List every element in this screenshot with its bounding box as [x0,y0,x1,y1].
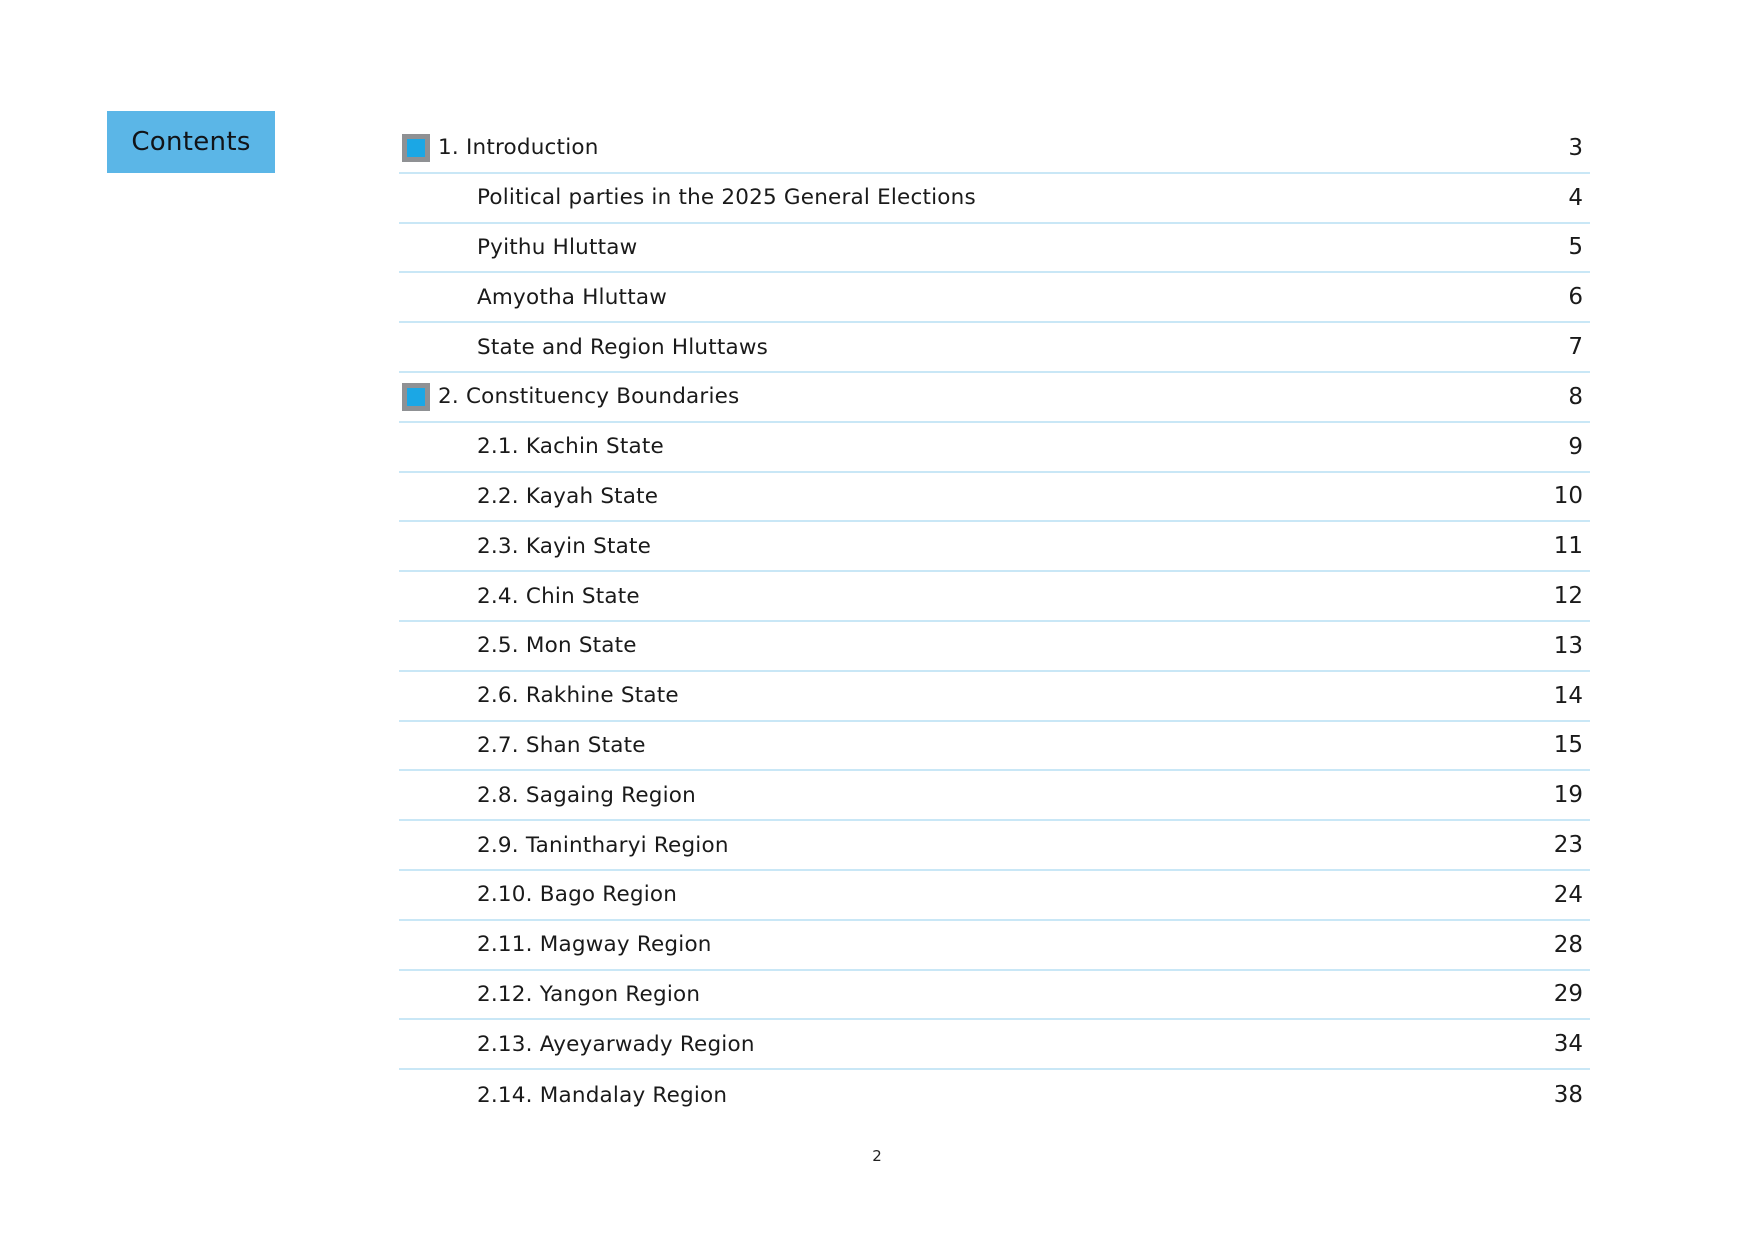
toc-entry-page-number: 28 [1553,931,1583,958]
toc-entry-page-number: 15 [1553,732,1583,759]
toc-entry-page-number: 14 [1553,682,1583,709]
toc-row[interactable] [399,821,1590,871]
toc-entry-page-number: 3 [1568,134,1583,161]
toc-entry-page-number: 11 [1553,533,1583,560]
section-bullet-icon [402,134,430,162]
toc-entry-page-number: 4 [1568,184,1583,211]
toc-row[interactable] [399,871,1590,921]
toc-entry-label: 2.12. Yangon Region [477,981,701,1007]
toc-row[interactable] [399,323,1590,373]
toc-row[interactable] [399,273,1590,323]
toc-entry-label: 2.3. Kayin State [477,533,652,559]
toc-entry-label: 2.11. Magway Region [477,932,712,958]
toc-entry-page-number: 38 [1553,1082,1583,1109]
toc-row[interactable] [399,124,1590,174]
toc-entry-page-number: 10 [1553,483,1583,510]
toc-entry-page-number: 9 [1568,433,1583,460]
section-bullet-icon [402,383,430,411]
toc-row[interactable] [399,1070,1590,1120]
toc-entry-label: 2.6. Rakhine State [477,683,679,709]
toc-row[interactable] [399,572,1590,622]
toc-entry-page-number: 7 [1568,334,1583,361]
toc-entry-label: State and Region Hluttaws [477,334,769,360]
toc-entry-page-number: 24 [1553,881,1583,908]
toc-entry-page-number: 12 [1553,583,1583,610]
toc-row[interactable] [399,423,1590,473]
toc-entry-label: Amyotha Hluttaw [477,284,667,310]
toc-entry-page-number: 19 [1553,782,1583,809]
toc-row[interactable] [399,1020,1590,1070]
toc-entry-label: Political parties in the 2025 General Elections [477,185,976,211]
toc-entry-label: 2.10. Bago Region [477,882,678,908]
toc-entry-label: 2.14. Mandalay Region [477,1082,728,1108]
toc-row[interactable] [399,473,1590,523]
toc-row[interactable] [399,722,1590,772]
toc-entry-label: 2. Constituency Boundaries [438,384,740,410]
toc-row[interactable] [399,672,1590,722]
footer-page-number: 2 [872,1147,882,1165]
toc-entry-label: Pyithu Hluttaw [477,234,638,260]
toc-row[interactable] [399,373,1590,423]
toc-entry-label: 2.8. Sagaing Region [477,782,696,808]
page-title: Contents [107,111,275,173]
toc-row[interactable] [399,522,1590,572]
toc-entry-page-number: 6 [1568,284,1583,311]
toc-row[interactable] [399,622,1590,672]
toc-entry-label: 2.2. Kayah State [477,483,659,509]
table-of-contents [399,124,1590,1120]
toc-entry-label: 2.13. Ayeyarwady Region [477,1031,755,1057]
toc-row[interactable] [399,174,1590,224]
toc-row[interactable] [399,921,1590,971]
toc-row[interactable] [399,224,1590,274]
toc-entry-page-number: 5 [1568,234,1583,261]
toc-entry-page-number: 8 [1568,383,1583,410]
toc-row[interactable] [399,771,1590,821]
toc-entry-label: 2.4. Chin State [477,583,640,609]
toc-entry-label: 2.1. Kachin State [477,434,664,460]
toc-entry-page-number: 29 [1553,981,1583,1008]
toc-entry-label: 2.9. Tanintharyi Region [477,832,729,858]
toc-entry-label: 2.7. Shan State [477,732,646,758]
toc-entry-label: 2.5. Mon State [477,633,637,659]
toc-entry-label: 1. Introduction [438,135,599,161]
toc-entry-page-number: 13 [1553,632,1583,659]
toc-entry-page-number: 34 [1553,1031,1583,1058]
toc-row[interactable] [399,971,1590,1021]
toc-entry-page-number: 23 [1553,832,1583,859]
